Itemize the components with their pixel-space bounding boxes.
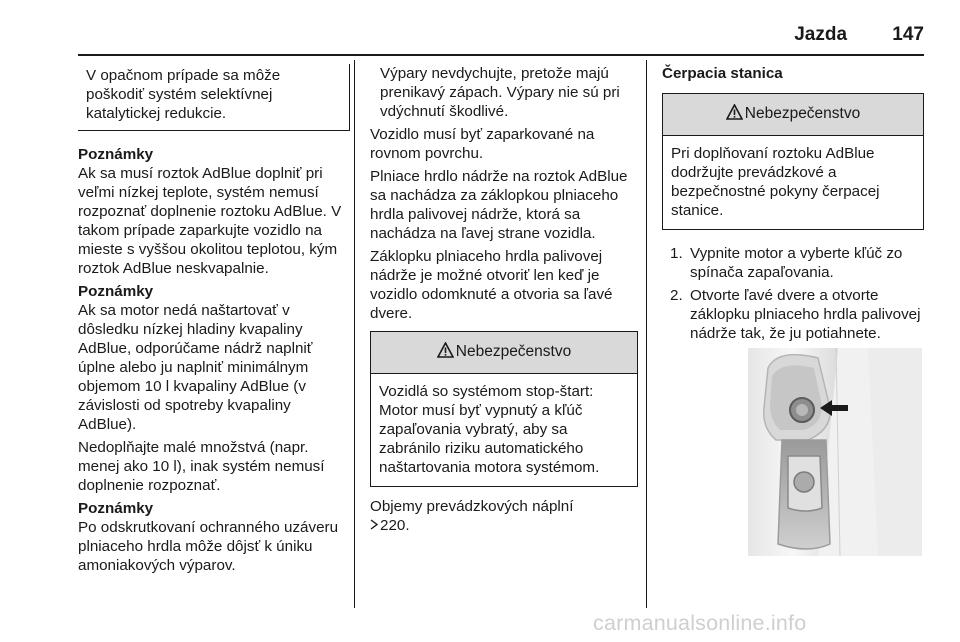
header-rule [78, 54, 924, 56]
column-1 [78, 64, 350, 579]
danger-box-station [662, 93, 924, 230]
danger-box-header [663, 94, 923, 136]
page-header [794, 24, 924, 46]
paragraph-filler-location: Plniace hrdlo nádrže na roztok AdBlue sa nachádza za záklopkou plniaceho hrdla palivovej nádrže, ktorá sa nachádza na ľavej strane vozidla. [370, 168, 628, 242]
danger-box-stop-start [370, 331, 638, 487]
note-3 [78, 499, 350, 575]
step-number: 1. [670, 245, 683, 262]
page-number: 147 [892, 24, 924, 45]
note-2-heading: Poznámky [78, 283, 154, 300]
paragraph-capacities [370, 497, 638, 535]
column-divider-1 [354, 60, 355, 608]
vapor-warning-continued: Výpary nevdychujte, pretože majú prenikavý zápach. Výpary nie sú pri vdýchnutí škodlivé. [380, 65, 620, 120]
danger-box-title: Nebezpečenstvo [744, 105, 861, 122]
caution-box-continued [78, 64, 350, 131]
danger-box-title: Nebezpečenstvo [455, 343, 572, 360]
note-1-heading: Poznámky [78, 146, 154, 163]
step-number: 2. [670, 287, 683, 304]
capacities-text: Objemy prevádzkových náplní [370, 498, 574, 515]
column-2 [370, 64, 638, 539]
filler-flap-illustration [748, 348, 922, 556]
step-2 [662, 286, 924, 343]
step-text: Vypnite motor a vyberte kľúč zo spínača zapaľovania. [690, 245, 903, 281]
step-text: Otvorte ľavé dvere a otvorte záklopku plniaceho hrdla palivovej nádrže tak, že ju potiahnete. [690, 287, 921, 342]
chapter-title: Jazda [794, 24, 848, 45]
note-2-text: Ak sa motor nedá naštartovať v dôsledku nízkej hladiny kvapaliny AdBlue, odporúčame nádrž naplniť úplne alebo ju naplniť minimálnym objemom 10 l kvapaliny AdBlue (v závislosti od spotreby kvapaliny AdBlue). [78, 302, 313, 433]
caution-box-text: V opačnom prípade sa môže poškodiť systém selektívnej katalytickej redukcie. [86, 67, 281, 122]
note-3-heading: Poznámky [78, 500, 154, 517]
note-1-text: Ak sa musí roztok AdBlue doplniť pri veľmi nízkej teplote, systém nemusí rozpoznať doplnenie roztoku AdBlue. V takom prípade zaparkujte vozidlo na mieste s vyššou okolitou teplotou, kým roztok AdBlue neskvapalnie. [78, 165, 342, 277]
danger-box-text: Pri doplňovaní roztoku AdBlue dodržujte prevádzkové a bezpečnostné pokyny čerpacej stanice. [671, 145, 880, 219]
step-1 [662, 244, 924, 282]
danger-box-header [371, 332, 637, 374]
watermark: carmanualsonline.info [593, 611, 807, 635]
steps-list [662, 244, 924, 343]
paragraph-flap-opening: Záklopku plniaceho hrdla palivovej nádrže je možné otvoriť len keď je vozidlo odomknuté a otvoria sa ľavé dvere. [370, 248, 613, 322]
column-3 [662, 64, 924, 347]
note-2 [78, 282, 350, 434]
note-3-text: Po odskrutkovaní ochranného uzáveru plniaceho hrdla môže dôjsť k úniku amoniakových výparov. [78, 519, 339, 574]
note-1 [78, 145, 350, 278]
section-title-station: Čerpacia stanica [662, 65, 783, 82]
paragraph-parking: Vozidlo musí byť zaparkované na rovnom povrchu. [370, 126, 595, 162]
cross-reference-arrow-icon [370, 516, 378, 535]
warning-triangle-icon [437, 342, 454, 363]
cross-reference-page[interactable]: 220. [380, 517, 410, 534]
danger-box-text: Vozidlá so systémom stop-štart: Motor musí byť vypnutý a kľúč zapaľovania vybratý, aby sa zabránilo riziku automatického naštartovania motora systémom. [379, 383, 600, 476]
paragraph-small-amounts: Nedoplňajte malé množstvá (napr. menej ako 10 l), inak systém nemusí doplnenie rozpoznať. [78, 439, 325, 494]
warning-triangle-icon [726, 104, 743, 125]
column-divider-2 [646, 60, 647, 608]
